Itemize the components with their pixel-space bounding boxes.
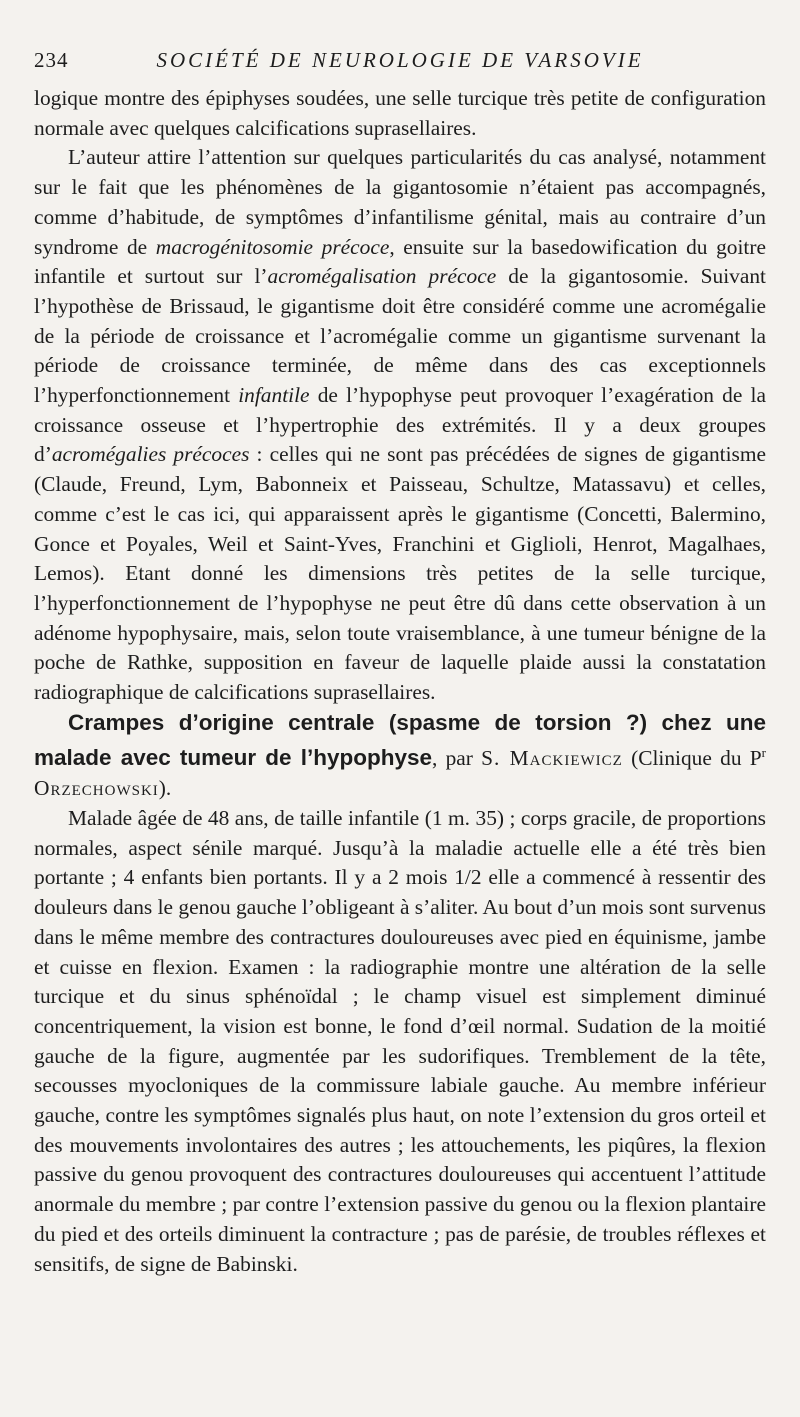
clinic-name: Orzechowski: [34, 776, 159, 801]
term-acromegalisation: acromégalisation précoce: [267, 264, 497, 289]
term-infantile: infantile: [238, 383, 310, 408]
term-macrogenitosomie: macrogénitosomie précoce: [155, 234, 390, 259]
paragraph-case-report: Malade âgée de 48 ans, de taille infantile (1 m. 35) ; corps gracile, de proportions normales, aspect sénile marqué. Jusqu’à la maladie actuelle elle a été très bien portante ; 4 enfants bien portants. Il y a 2 mois 1/2 elle a commencé à ressentir des douleurs dans le genou gauche l’obligeant à s’aliter. Au bout d’un mois sont survenus dans le même membre des contractures douloureuses avec pied en équinisme, jambe et cuisse en flexion. Examen : la radiographie montre une altération de la selle turcique et du sinus sphénoïdal ; le champ visuel est simplement diminué concentriquement, la vision est bonne, le fond d’œil normal. Sudation de la moitié gauche de la figure, augmentée par les sudorifiques. Tremblement de la tête, secousses myocloniques de la commissure labiale gauche. Au membre inférieur gauche, contre les symptômes signalés plus haut, on note l’extension du gros orteil et des mouvements involontaires des autres ; les attouchements, les piqûres, la flexion passive du genou provoquent des contractures douloureuses qui accentuent l’attitude anormale du membre ; par contre l’extension passive du genou ou la flexion plantaire du pied et des orteils diminuent la contracture ; pas de parésie, de troubles réflexes et sensitifs, de signe de Babinski.: [34, 806, 766, 1276]
term-acromegalies-precoces: acromégalies précoces: [51, 442, 250, 467]
paragraph-discussion: L’auteur attire l’attention sur quelques particularités du cas analysé, notamment sur le fait que les phénomènes de la gigantosomie n’étaient pas accompagnés, comme d’habitude, de symptômes d’infantilisme génital, mais au contraire d’un syndrome de macrogénitosomie précoce, ensuite sur la basedowification du goitre infantile et surtout sur l’acromégalisation précoce de la gigantosomie. Suivant l’hypothèse de Brissaud, le gigantisme doit être considéré comme une acromégalie de la période de croissance et l’acromégalie comme un gigantisme survenant la période de croissance terminée, de même dans des cas exceptionnels l’hyperfonctionnement infantile de l’hypophyse peut provoquer l’exagération de la croissance osseuse et l’hypertrophie des extrémités. Il y a deux groupes d’acromégalies précoces : celles qui ne sont pas précédées de signes de gigantisme (Claude, Freund, Lym, Babonneix et Paisseau, Schultze, Matassavu) et celles, comme c’est le cas ici, qui apparaissent après le gigantisme (Concetti, Balermino, Gonce et Poyales, Weil et Saint-Yves, Franchini et Giglioli, Henrot, Magalhaes, Lemos). Etant donné les dimensions très petites de la selle turcique, l’hyperfonctionnement de l’hypophyse ne peut être dû dans cette observation à un adénome hypophysaire, mais, selon toute vraisemblance, à une tumeur bénigne de la poche de Rathke, supposition en faveur de laquelle plaide aussi la constatation radiographique de calcifications suprasellaires.: [34, 145, 767, 705]
journal-title: SOCIÉTÉ DE NEUROLOGIE DE VARSOVIE: [156, 48, 644, 72]
paragraph-radiology-conclusion: logique montre des épiphyses soudées, une selle turcique très petite de configuration normale avec quelques calcifications suprasellaires.: [34, 86, 766, 140]
page-number: 234: [34, 48, 69, 72]
running-head: [34, 48, 766, 78]
section-title: Crampes d’origine centrale (spasme de torsion ?) chez une malade avec tumeur de l’hypophyse: [34, 709, 766, 771]
section-heading: Crampes d’origine centrale (spasme de torsion ?) chez une malade avec tumeur de l’hypophyse, par S. Mackiewicz (Clinique du $P^r$ Orzechowski).: [34, 709, 767, 801]
body-text: [34, 84, 766, 1279]
author-name: S. Mackiewicz: [481, 746, 623, 771]
